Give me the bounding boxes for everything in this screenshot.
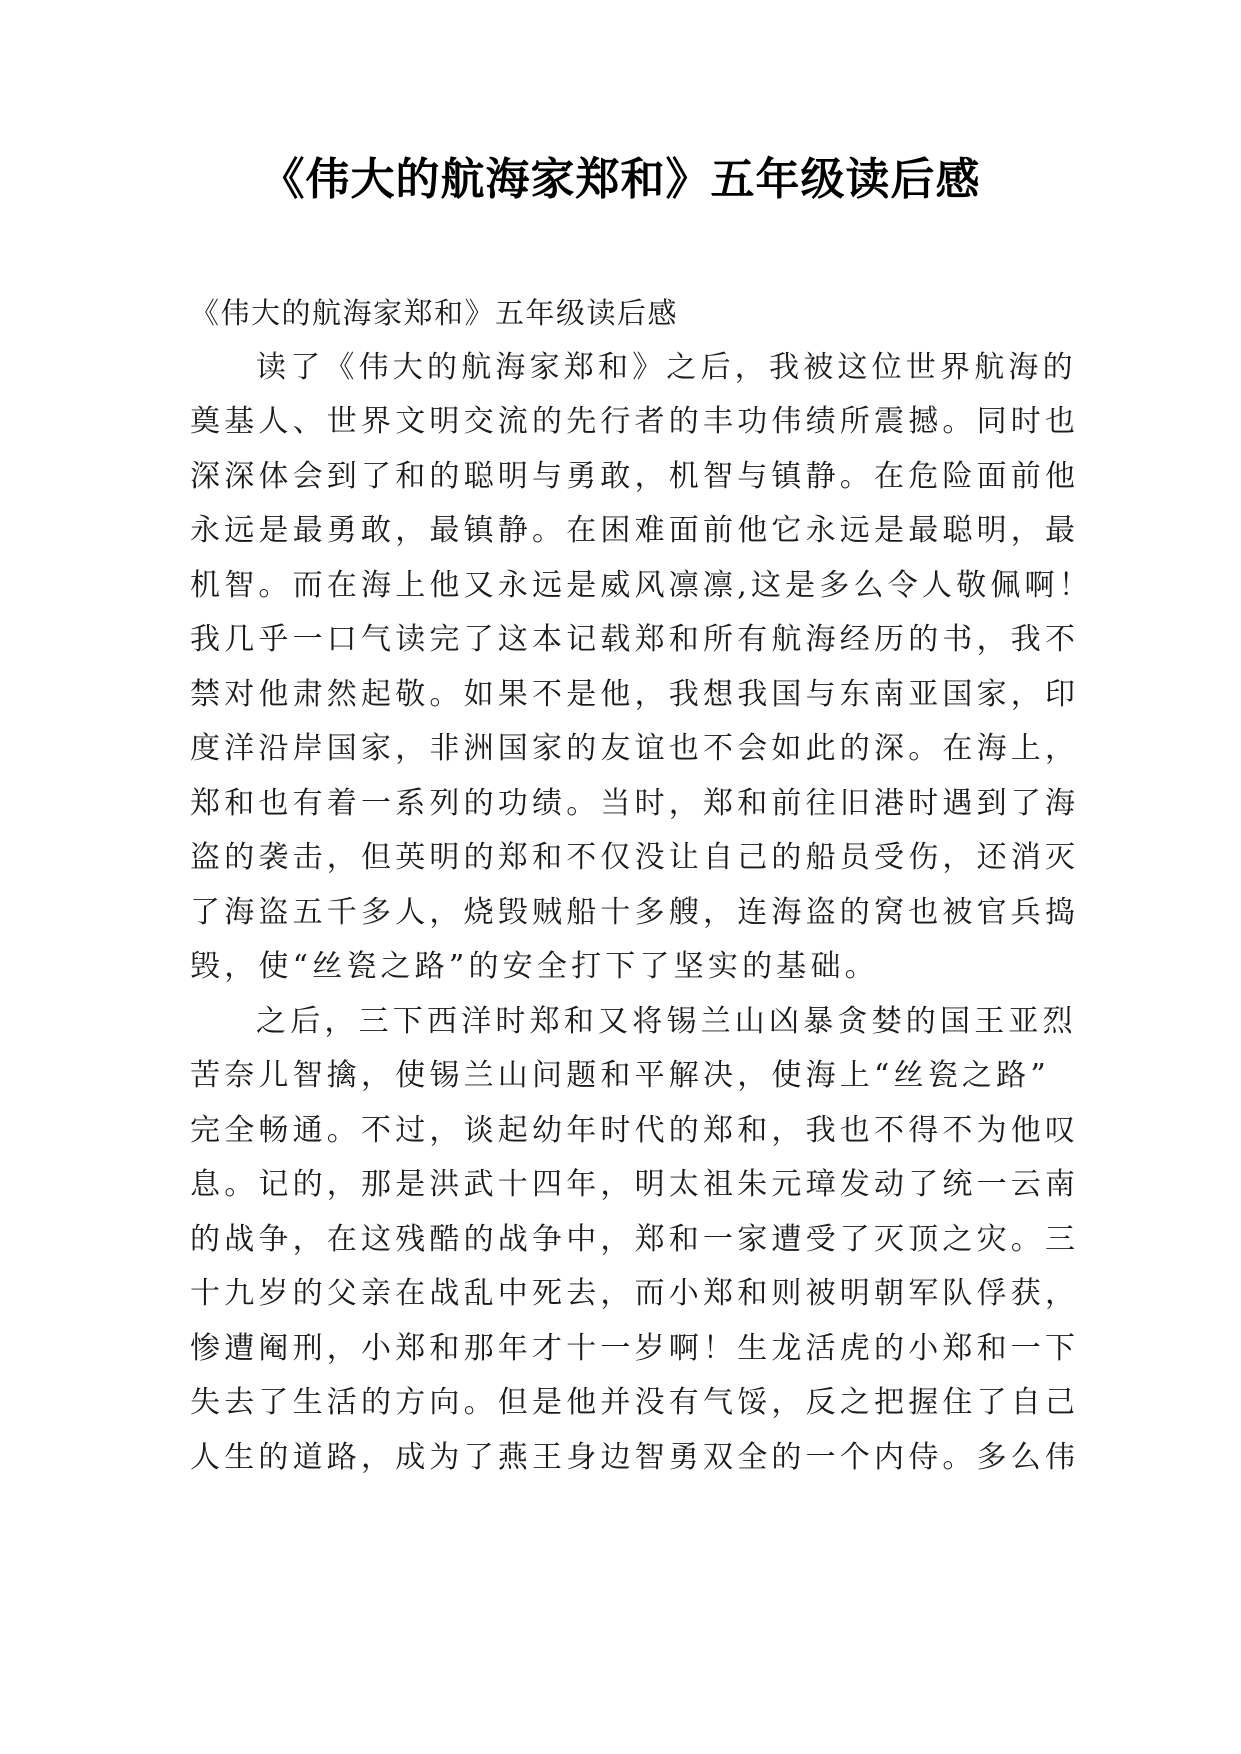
paragraph-line: 我几乎一口气读完了这本记载郑和所有航海经历的书，我不 xyxy=(190,622,1080,657)
paragraph-line: 苦奈儿智擒，使锡兰山问题和平解决，使海上“丝瓷之路” xyxy=(190,1058,1050,1093)
paragraph-line: 禁对他肃然起敬。如果不是他，我想我国与东南亚国家，印 xyxy=(190,676,1080,712)
paragraph-line: 息。记的，那是洪武十四年，明太祖朱元璋发动了统一云南 xyxy=(190,1167,1080,1202)
paragraph-line: 人生的道路，成为了燕王身边智勇双全的一个内侍。多么伟 xyxy=(190,1439,1080,1475)
document-subtitle: 《伟大的航海家郑和》五年级读后感 xyxy=(190,296,679,330)
paragraph-line: 之后，三下西洋时郑和又将锡兰山凶暴贪婪的国王亚烈 xyxy=(256,1003,1077,1039)
paragraph-line: 完全畅通。不过，谈起幼年时代的郑和，我也不得不为他叹 xyxy=(190,1112,1080,1148)
paragraph-line: 盗的袭击，但英明的郑和不仅没让自己的船员受伤，还消灭 xyxy=(190,840,1080,875)
paragraph-line: 惨遭阉刑，小郑和那年才十一岁啊！生龙活虎的小郑和一下 xyxy=(190,1330,1080,1366)
paragraph-line: 毁，使“丝瓷之路”的安全打下了坚实的基础。 xyxy=(190,949,879,984)
paragraph-line: 奠基人、世界文明交流的先行者的丰功伟绩所震撼。同时也 xyxy=(190,404,1080,439)
paragraph-line: 深深体会到了和的聪明与勇敢，机智与镇静。在危险面前他 xyxy=(190,458,1080,494)
paragraph-line: 机智。而在海上他又永远是威风凛凛,这是多么令人敬佩啊！ xyxy=(190,567,1093,603)
paragraph-line: 失去了生活的方向。但是他并没有气馁，反之把握住了自己 xyxy=(190,1385,1080,1420)
paragraph-line: 了海盗五千多人，烧毁贼船十多艘，连海盗的窝也被官兵捣 xyxy=(190,894,1080,930)
paragraph-line: 郑和也有着一系列的功绩。当时，郑和前往旧港时遇到了海 xyxy=(190,785,1080,821)
paragraph-line: 永远是最勇敢，最镇静。在困难面前他它永远是最聪明，最 xyxy=(190,513,1080,548)
paragraph-line: 度洋沿岸国家，非洲国家的友谊也不会如此的深。在海上， xyxy=(190,731,1080,766)
document-title: 《伟大的航海家郑和》五年级读后感 xyxy=(260,154,981,205)
paragraph-line: 读了《伟大的航海家郑和》之后，我被这位世界航海的 xyxy=(256,349,1077,385)
paragraph-line: 的战争，在这残酷的战争中，郑和一家遭受了灭顶之灾。三 xyxy=(190,1221,1080,1257)
paragraph-line: 十九岁的父亲在战乱中死去，而小郑和则被明朝军队俘获， xyxy=(190,1276,1080,1311)
document-body xyxy=(190,286,1093,1485)
